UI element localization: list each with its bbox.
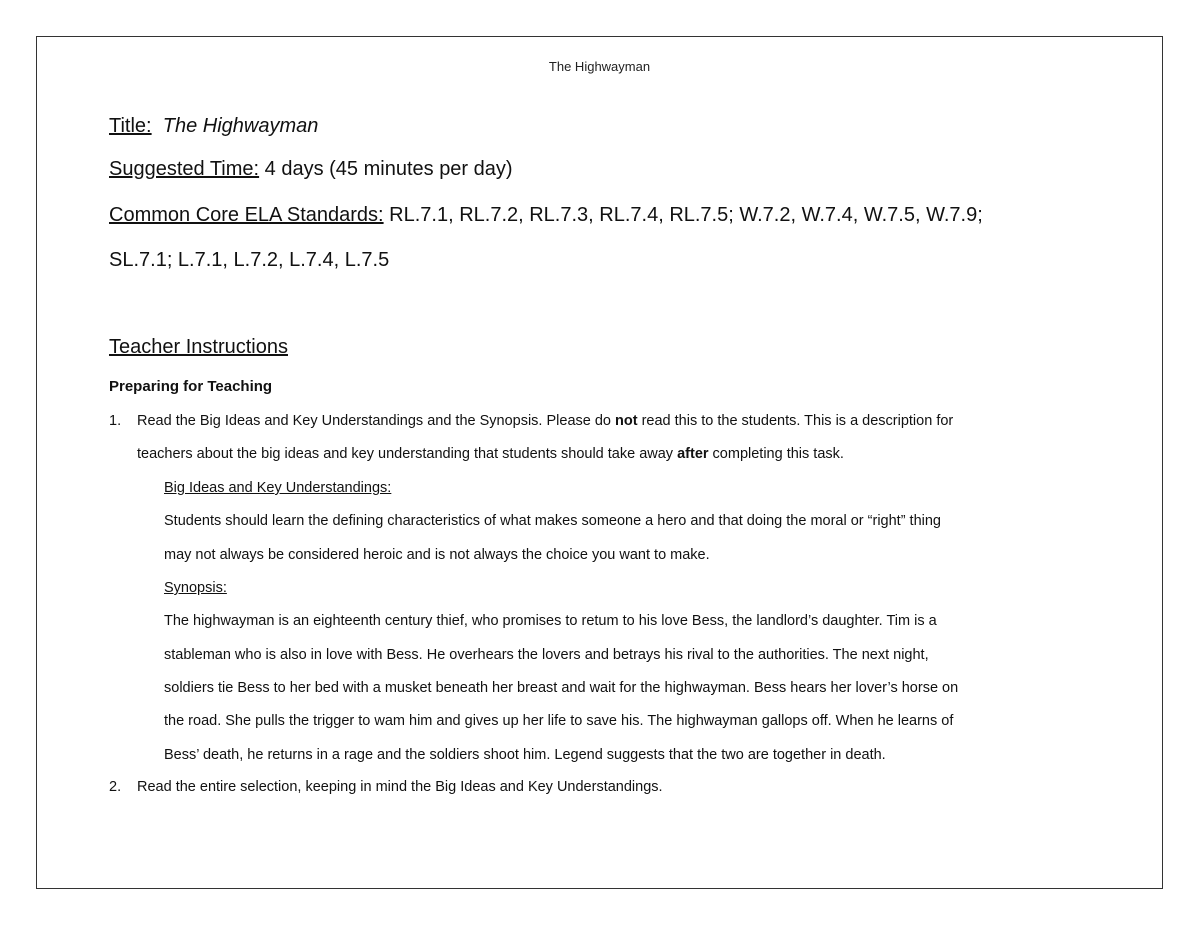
teacher-instructions-heading: Teacher Instructions [109,336,288,358]
standards-line-continued: SL.7.1; L.7.1, L.7.2, L.7.4, L.7.5 [109,249,390,271]
big-ideas-label: Big Ideas and Key Understandings: [164,480,392,496]
item1-emphasis-after: after [677,446,709,462]
item1-emphasis-not: not [615,413,638,429]
item1-line2 [137,444,844,464]
item1-line2-text-b: completing this task. [708,446,844,462]
item1-line1-text-b: read this to the students. This is a description for [637,413,954,429]
document-page [36,36,1163,889]
standards-label: Common Core ELA Standards: [109,204,384,226]
synopsis-line5: Bess’ death, he returns in a rage and the soldiers shoot him. Legend suggests that the two are together in death. [164,747,886,763]
suggested-time-label: Suggested Time: [109,158,260,180]
list-number-2: 2. [109,779,122,795]
running-header: The Highwayman [548,59,651,74]
list-number-1: 1. [109,413,122,429]
synopsis-line4: the road. She pulls the trigger to wam him and gives up her life to save his. The highwayman gallops off. When he learns of [164,713,954,729]
title-value: The Highwayman [162,115,319,137]
title-label: Title: [109,115,152,137]
big-ideas-line1: Students should learn the defining characteristics of what makes someone a hero and that doing the moral or “right” thing [164,513,941,529]
item1-line2-text-a: teachers about the big ideas and key understanding that students should take away [137,446,678,462]
suggested-time-value: 4 days (45 minutes per day) [264,158,513,180]
suggested-time-line [109,156,513,182]
standards-line [109,202,983,228]
item1-line1 [137,411,953,431]
item1-line1-text-a: Read the Big Ideas and Key Understandings and the Synopsis. Please do [137,413,616,429]
synopsis-line2: stableman who is also in love with Bess. He overhears the lovers and betrays his rival to the authorities. The next night, [164,647,929,663]
standards-value: RL.7.1, RL.7.2, RL.7.3, RL.7.4, RL.7.5; W.7.2, W.7.4, W.7.5, W.7.9; [389,204,983,226]
title-line [109,113,318,139]
synopsis-line1: The highwayman is an eighteenth century thief, who promises to retum to his love Bess, the landlord’s daughter. Tim is a [164,613,937,629]
big-ideas-line2: may not always be considered heroic and is not always the choice you want to make. [164,547,710,563]
synopsis-label: Synopsis: [164,580,227,596]
preparing-for-teaching-heading: Preparing for Teaching [109,378,273,395]
synopsis-line3: soldiers tie Bess to her bed with a musket beneath her breast and wait for the highwayman. Bess hears her lover’s horse on [164,680,959,696]
item2-text: Read the entire selection, keeping in mind the Big Ideas and Key Understandings. [137,779,663,795]
